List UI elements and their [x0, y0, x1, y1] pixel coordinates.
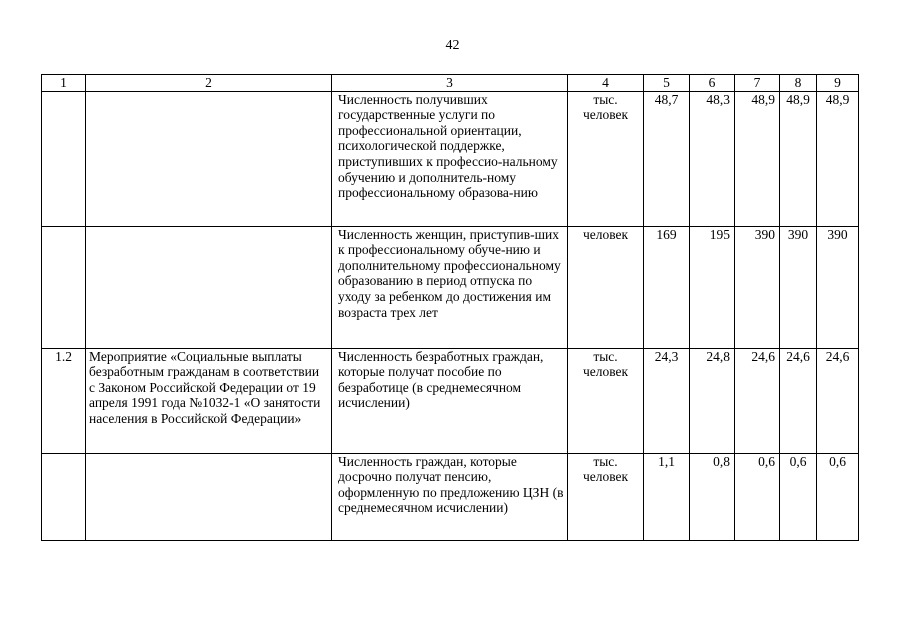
unit-cell: человек: [568, 226, 644, 348]
header-cell-2: 2: [86, 75, 332, 92]
page-number: 42: [445, 38, 460, 53]
header-cell-3: 3: [332, 75, 568, 92]
value-cell: 24,8: [690, 348, 735, 453]
value-cell: 48,7: [644, 91, 690, 226]
value-cell: 48,3: [690, 91, 735, 226]
value-cell: 0,8: [690, 453, 735, 540]
header-cell-4: 4: [568, 75, 644, 92]
unit-cell: тыс. человек: [568, 91, 644, 226]
unit-cell: тыс. человек: [568, 348, 644, 453]
header-cell-5: 5: [644, 75, 690, 92]
header-cell-7: 7: [735, 75, 780, 92]
indicator-cell: Численность граждан, которые досрочно получат пенсию, оформленную по предложению ЦЗН (в среднемесячном исчислении): [332, 453, 568, 540]
value-cell: 24,6: [735, 348, 780, 453]
value-cell: 48,9: [817, 91, 859, 226]
table-header-row: [42, 75, 859, 92]
row-number: [42, 91, 86, 226]
value-cell: 195: [690, 226, 735, 348]
value-cell: 24,3: [644, 348, 690, 453]
measure-cell: [86, 226, 332, 348]
row-number: [42, 226, 86, 348]
measure-cell: [86, 453, 332, 540]
header-cell-6: 6: [690, 75, 735, 92]
value-cell: 169: [644, 226, 690, 348]
value-cell: 24,6: [780, 348, 817, 453]
value-cell: 1,1: [644, 453, 690, 540]
value-cell: 48,9: [780, 91, 817, 226]
table-row: [42, 91, 859, 226]
row-number: 1.2: [42, 348, 86, 453]
table-row: [42, 348, 859, 453]
value-cell: 390: [735, 226, 780, 348]
header-cell-8: 8: [780, 75, 817, 92]
header-cell-9: 9: [817, 75, 859, 92]
measure-cell: Мероприятие «Социальные выплаты безработным гражданам в соответствии с Законом Российской Федерации от 19 апреля 1991 года №1032-1 «О занятости населения в Российской Федерации»: [86, 348, 332, 453]
measure-cell: [86, 91, 332, 226]
unit-cell: тыс. человек: [568, 453, 644, 540]
value-cell: 390: [780, 226, 817, 348]
value-cell: 390: [817, 226, 859, 348]
value-cell: 0,6: [735, 453, 780, 540]
value-cell: 0,6: [817, 453, 859, 540]
value-cell: 0,6: [780, 453, 817, 540]
table-row: [42, 453, 859, 540]
indicator-cell: Численность безработных граждан, которые получат пособие по безработице (в среднемесячном исчислении): [332, 348, 568, 453]
row-number: [42, 453, 86, 540]
value-cell: 48,9: [735, 91, 780, 226]
header-cell-1: 1: [42, 75, 86, 92]
indicators-table: [41, 74, 859, 541]
value-cell: 24,6: [817, 348, 859, 453]
table-row: [42, 226, 859, 348]
indicator-cell: Численность женщин, приступив-ших к профессиональному обуче-нию и дополнительному профессиональному образованию в период отпуска по уходу за ребенком до достижения им возраста трех лет: [332, 226, 568, 348]
indicator-cell: Численность получивших государственные услуги по профессиональной ориентации, психологической поддержке, приступивших к профессио-нальному обучению и дополнитель-ному профессиональному образова-нию: [332, 91, 568, 226]
